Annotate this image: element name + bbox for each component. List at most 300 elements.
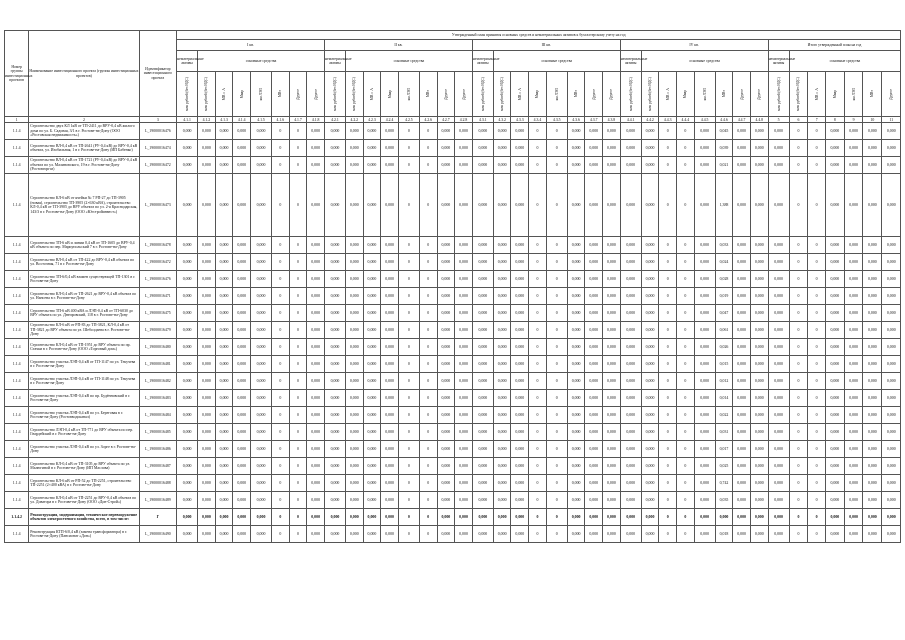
row-value: 0,000 — [694, 475, 715, 492]
row-value: 0 — [808, 174, 826, 237]
row-value: 0,000 — [455, 492, 473, 509]
row-value: 0 — [289, 390, 307, 407]
row-value: 0,000 — [177, 407, 198, 424]
row-value: 0,000 — [694, 407, 715, 424]
row-value: 0 — [272, 271, 290, 288]
row-value: 0 — [546, 475, 567, 492]
row-value: 0 — [289, 322, 307, 339]
row-value: 0,000 — [620, 123, 641, 140]
row-value: 0,000 — [198, 288, 216, 305]
row-value: 0,000 — [863, 322, 882, 339]
row-value: 0,000 — [493, 373, 511, 390]
row-value: 0,000 — [733, 140, 751, 157]
row-value: 0 — [789, 140, 808, 157]
row-value: 0,000 — [437, 271, 455, 288]
header-nonmaterial: нематериальные активы — [620, 51, 641, 72]
row-value: 0 — [419, 157, 437, 174]
row-value: 0,000 — [641, 254, 659, 271]
row-value: 0,000 — [215, 373, 233, 390]
row-value: 0,000 — [472, 305, 493, 322]
row-value: 0,000 — [750, 407, 768, 424]
row-value: 0,000 — [493, 339, 511, 356]
row-value: 0,000 — [511, 492, 529, 509]
row-value: 0,000 — [345, 356, 363, 373]
row-project-name: Строительство участка ЛЭП-0,4 кВ по ул. Береговая в г. Ростове-на-Дону (Ростовводоканал) — [29, 407, 139, 424]
row-value: 0,000 — [863, 339, 882, 356]
row-value: 0,000 — [567, 174, 585, 237]
row-value: 0 — [677, 356, 695, 373]
row-value: 0,000 — [620, 458, 641, 475]
row-value: 0,000 — [585, 356, 603, 373]
row-value: 0 — [272, 424, 290, 441]
row-value: 0,014 — [715, 390, 733, 407]
row-value: 0 — [398, 373, 419, 390]
row-value: 0,000 — [715, 509, 733, 526]
row-value: 0,000 — [863, 390, 882, 407]
row-value: 0 — [659, 237, 677, 254]
row-value: 0 — [529, 509, 547, 526]
row-value: 0 — [659, 322, 677, 339]
header-label: млн рублей (без НДС) — [352, 77, 357, 111]
row-value: 0 — [272, 509, 290, 526]
row-value: 0,000 — [177, 123, 198, 140]
row-value: 0,000 — [733, 271, 751, 288]
row-value: 0 — [659, 407, 677, 424]
column-number: 7 — [808, 117, 826, 123]
row-value: 0 — [398, 271, 419, 288]
row-value: 0,000 — [750, 492, 768, 509]
row-value: 0 — [546, 339, 567, 356]
row-value: 0 — [529, 390, 547, 407]
column-number: 4.4.8 — [750, 117, 768, 123]
row-value: 0,000 — [177, 254, 198, 271]
row-value: 0 — [419, 475, 437, 492]
row-value: 0,000 — [233, 509, 251, 526]
row-value: 0 — [789, 157, 808, 174]
row-value: 0 — [289, 441, 307, 458]
row-value: 0 — [808, 339, 826, 356]
row-value: 0,000 — [620, 174, 641, 237]
header-project-id: Идентификатор инвестиционного проекта — [139, 31, 177, 117]
row-value: 0,000 — [437, 288, 455, 305]
row-value: 0,000 — [437, 305, 455, 322]
row-value: 0,000 — [825, 288, 844, 305]
header-unit — [715, 72, 733, 117]
row-value: 0,000 — [324, 475, 345, 492]
row-value: 0,000 — [863, 237, 882, 254]
row-value: 0,000 — [750, 509, 768, 526]
row-value: 0 — [659, 339, 677, 356]
row-value: 0,000 — [472, 288, 493, 305]
row-value: 0,000 — [233, 157, 251, 174]
row-value: 0 — [398, 390, 419, 407]
row-value: 0,000 — [694, 356, 715, 373]
row-value: 0,000 — [603, 305, 621, 322]
row-value: 0 — [789, 492, 808, 509]
row-value: 0,000 — [603, 174, 621, 237]
row-value: 0,000 — [345, 407, 363, 424]
row-value: 0,000 — [455, 271, 473, 288]
row-value: 0 — [419, 237, 437, 254]
header-label: км ЛЭП — [702, 87, 707, 101]
row-value: 0,000 — [844, 271, 863, 288]
column-number: 10 — [863, 117, 882, 123]
row-value: 0,000 — [641, 407, 659, 424]
header-label: млн рублей (без НДС) — [500, 77, 505, 111]
row-value: 0 — [546, 492, 567, 509]
row-group-number: 1.1.4 — [5, 526, 29, 543]
row-value: 0 — [419, 424, 437, 441]
header-unit — [825, 72, 844, 117]
row-value: 0 — [808, 492, 826, 509]
row-value: 0,000 — [585, 271, 603, 288]
row-value: 0,000 — [233, 339, 251, 356]
row-value: 0,000 — [177, 157, 198, 174]
row-value: 0,000 — [603, 509, 621, 526]
row-value: 0,000 — [198, 458, 216, 475]
row-value: 0 — [419, 174, 437, 237]
row-value: 0 — [272, 157, 290, 174]
row-value: 0,000 — [177, 288, 198, 305]
row-value: 0,000 — [641, 140, 659, 157]
row-value: 0,000 — [825, 458, 844, 475]
column-number: 3 — [139, 117, 177, 123]
row-value: 0,000 — [198, 237, 216, 254]
row-value: 0,000 — [233, 174, 251, 237]
row-value: 0 — [529, 123, 547, 140]
row-value: 0 — [398, 458, 419, 475]
row-value: 0,000 — [585, 157, 603, 174]
row-value: 0,000 — [233, 237, 251, 254]
header-unit — [844, 72, 863, 117]
row-value: 0,000 — [585, 174, 603, 237]
row-value: 0,000 — [750, 322, 768, 339]
row-value: 0,000 — [381, 123, 399, 140]
row-value: 0 — [419, 407, 437, 424]
row-value: 0 — [808, 356, 826, 373]
row-value: 0 — [546, 288, 567, 305]
table-row — [5, 424, 901, 441]
row-value: 0,000 — [455, 441, 473, 458]
row-group-number: 1.1.4 — [5, 339, 29, 356]
row-value: 0,000 — [472, 492, 493, 509]
header-unit — [863, 72, 882, 117]
row-value: 0,000 — [324, 373, 345, 390]
row-value: 0 — [289, 356, 307, 373]
row-value: 0,000 — [251, 424, 272, 441]
row-value: 0 — [419, 373, 437, 390]
row-value: 0 — [398, 305, 419, 322]
header-unit — [733, 72, 751, 117]
row-value: 0,000 — [844, 356, 863, 373]
row-value: 0,000 — [493, 407, 511, 424]
row-value: 0 — [419, 305, 437, 322]
row-value: 0,000 — [750, 288, 768, 305]
row-value: 0,000 — [733, 322, 751, 339]
row-value: 0 — [677, 140, 695, 157]
row-value: 0 — [659, 492, 677, 509]
row-value: 0 — [677, 424, 695, 441]
row-value: 0,000 — [882, 390, 901, 407]
row-project-name: Строительство ТП-6 кВ 400 кВА и ЛЭП-0,4 кВ от ТП-6030 до ВРУ объекта по ул. Днепровский, 118 в г. Ростове-на-Дону — [29, 305, 139, 322]
row-value: 0,000 — [603, 475, 621, 492]
row-value: 0,000 — [768, 424, 789, 441]
row-value: 0,000 — [345, 123, 363, 140]
row-value: 0,000 — [381, 237, 399, 254]
row-value: 0,000 — [694, 123, 715, 140]
row-value: 0,000 — [603, 390, 621, 407]
row-value: 0 — [789, 475, 808, 492]
row-value: 0 — [398, 254, 419, 271]
header-label: Мвар — [535, 89, 540, 99]
row-value: 0,000 — [694, 254, 715, 271]
row-value: 0 — [398, 339, 419, 356]
row-value: 0,000 — [324, 271, 345, 288]
row-value: 0,000 — [768, 157, 789, 174]
row-value: 0,000 — [825, 174, 844, 237]
row-value: 0,000 — [882, 237, 901, 254]
row-value: 0,000 — [750, 271, 768, 288]
row-value: 0,000 — [567, 123, 585, 140]
row-value: 0 — [677, 237, 695, 254]
row-value: 0,000 — [825, 441, 844, 458]
row-value: 0,000 — [694, 390, 715, 407]
row-value: 0,000 — [437, 237, 455, 254]
row-value: 0 — [808, 373, 826, 390]
row-value: 0,000 — [345, 254, 363, 271]
row-value: 0,000 — [641, 271, 659, 288]
row-value: 0,000 — [694, 441, 715, 458]
row-value: 0,000 — [567, 339, 585, 356]
row-value: 0,000 — [437, 526, 455, 543]
row-value: 0,000 — [233, 390, 251, 407]
row-value: 0,000 — [233, 458, 251, 475]
row-value: 0 — [659, 305, 677, 322]
row-value: 0 — [808, 407, 826, 424]
row-value: 0,000 — [437, 322, 455, 339]
row-value: 0,000 — [363, 458, 381, 475]
row-value: 0,000 — [603, 373, 621, 390]
row-value: 0 — [529, 322, 547, 339]
row-value: 0 — [289, 407, 307, 424]
header-label: млн рублей (без НДС) — [776, 77, 781, 111]
row-value: 0,000 — [324, 509, 345, 526]
row-value: 0,000 — [251, 509, 272, 526]
row-value: 0 — [659, 356, 677, 373]
row-value: 0,000 — [363, 237, 381, 254]
table-row — [5, 390, 901, 407]
row-value: 0,000 — [825, 339, 844, 356]
row-value: 0,000 — [768, 441, 789, 458]
row-value: 0,000 — [567, 237, 585, 254]
row-value: 0,000 — [768, 237, 789, 254]
row-value: 0,000 — [585, 441, 603, 458]
header-unit — [546, 72, 567, 117]
row-value: 0,000 — [585, 254, 603, 271]
row-project-id: L_19000016482 — [139, 373, 177, 390]
row-value: 0,000 — [324, 492, 345, 509]
row-value: 0,000 — [733, 237, 751, 254]
row-group-number: 1.1.4 — [5, 356, 29, 373]
row-value: 0,000 — [345, 458, 363, 475]
row-value: 1,388 — [715, 174, 733, 237]
row-value: 0,000 — [251, 140, 272, 157]
row-value: 0,000 — [493, 157, 511, 174]
row-value: 0 — [289, 458, 307, 475]
row-value: 0 — [546, 271, 567, 288]
row-value: 0,000 — [825, 424, 844, 441]
header-unit — [768, 72, 789, 117]
row-project-id: L_19000016487 — [139, 458, 177, 475]
table-row — [5, 254, 901, 271]
row-value: 0,000 — [472, 424, 493, 441]
column-number: 4.3.2 — [493, 117, 511, 123]
row-value: 0,000 — [585, 339, 603, 356]
table-row — [5, 526, 901, 543]
header-unit — [493, 72, 511, 117]
row-project-name: Строительство ВЛ-0,4 кВ от ТП-1721 (РУ-0,4 кВ) до ВРУ-0,4 кВ объекта по ул. Малиновского, 19 в г. Ростове-на-Дону (Ростовгоргаз) — [29, 157, 139, 174]
row-value: 0 — [677, 475, 695, 492]
row-value: 0 — [398, 322, 419, 339]
row-value: 0,000 — [844, 288, 863, 305]
column-number: 4.1.6 — [272, 117, 290, 123]
row-value: 0,000 — [567, 424, 585, 441]
table-body — [5, 117, 901, 543]
row-value: 0 — [398, 123, 419, 140]
row-value: 0,000 — [198, 322, 216, 339]
row-value: 0,000 — [455, 157, 473, 174]
row-value: 0,000 — [363, 492, 381, 509]
row-value: 0,000 — [585, 288, 603, 305]
row-value: 0,000 — [251, 526, 272, 543]
column-number: 4.4.2 — [641, 117, 659, 123]
row-value: 0,000 — [198, 407, 216, 424]
row-project-id: L_19000016480 — [139, 339, 177, 356]
row-value: 0,000 — [567, 526, 585, 543]
row-value: 0,000 — [455, 526, 473, 543]
row-value: 0,000 — [882, 271, 901, 288]
row-value: 0,000 — [363, 157, 381, 174]
row-value: 0,000 — [493, 509, 511, 526]
row-value: 0,000 — [733, 356, 751, 373]
header-label: Мвар — [832, 89, 837, 99]
row-value: 0,000 — [177, 475, 198, 492]
row-value: 0,000 — [750, 237, 768, 254]
column-number: 4.4.6 — [715, 117, 733, 123]
row-value: 0 — [808, 157, 826, 174]
row-value: 0 — [272, 254, 290, 271]
row-value: 0,000 — [455, 407, 473, 424]
row-value: 0,000 — [493, 356, 511, 373]
row-value: 0,000 — [768, 305, 789, 322]
row-value: 0 — [272, 237, 290, 254]
row-project-id: L_19000016481 — [139, 356, 177, 373]
row-value: 0,000 — [437, 424, 455, 441]
row-value: 0,000 — [437, 157, 455, 174]
row-group-number: 1.1.4 — [5, 271, 29, 288]
row-value: 0 — [289, 526, 307, 543]
row-group-number: 1.1.4 — [5, 441, 29, 458]
row-value: 0,000 — [472, 140, 493, 157]
row-value: 0,000 — [585, 373, 603, 390]
row-value: 0,000 — [733, 288, 751, 305]
row-value: 0,018 — [715, 526, 733, 543]
row-value: 0,000 — [177, 509, 198, 526]
header-label: МВт — [721, 90, 726, 98]
row-value: 0,000 — [620, 492, 641, 509]
header-label: МВ×А — [665, 87, 670, 101]
table-row — [5, 373, 901, 390]
header-unit — [307, 72, 325, 117]
row-value: 0,000 — [511, 526, 529, 543]
row-group-number: 1.1.4.2 — [5, 509, 29, 526]
row-value: 0,000 — [345, 174, 363, 237]
row-value: 0 — [546, 356, 567, 373]
row-value: 0,000 — [251, 475, 272, 492]
row-value: 0,000 — [198, 123, 216, 140]
row-value: 0,000 — [324, 441, 345, 458]
row-value: 0 — [546, 373, 567, 390]
row-value: 0,000 — [345, 509, 363, 526]
row-value: 0,000 — [215, 123, 233, 140]
row-value: 0,000 — [363, 390, 381, 407]
row-value: 0,000 — [381, 322, 399, 339]
row-value: 0 — [529, 305, 547, 322]
row-value: 0,000 — [511, 140, 529, 157]
row-value: 0,000 — [215, 424, 233, 441]
row-value: 0,000 — [307, 123, 325, 140]
row-value: 0 — [808, 509, 826, 526]
row-value: 0,000 — [307, 475, 325, 492]
row-value: 0 — [659, 140, 677, 157]
row-value: 0 — [659, 157, 677, 174]
header-unit — [567, 72, 585, 117]
row-group-number: 1.1.4 — [5, 424, 29, 441]
column-number: 4.1.4 — [233, 117, 251, 123]
row-value: 0 — [546, 174, 567, 237]
row-value: 0 — [398, 237, 419, 254]
column-number: 4.4.4 — [677, 117, 695, 123]
row-value: 0 — [789, 509, 808, 526]
row-value: 0,000 — [511, 237, 529, 254]
row-value: 0,000 — [603, 271, 621, 288]
row-value: 0,000 — [750, 526, 768, 543]
table-row — [5, 123, 901, 140]
row-value: 0,000 — [844, 526, 863, 543]
row-value: 0 — [529, 356, 547, 373]
row-value: 0,000 — [198, 140, 216, 157]
row-project-id: L_19000016476 — [139, 123, 177, 140]
row-value: 0,000 — [251, 339, 272, 356]
row-value: 0 — [808, 288, 826, 305]
row-value: 0,000 — [345, 526, 363, 543]
row-value: 0 — [398, 174, 419, 237]
row-value: 0,000 — [750, 424, 768, 441]
row-value: 0,000 — [863, 123, 882, 140]
row-value: 0 — [808, 322, 826, 339]
row-value: 0,000 — [882, 458, 901, 475]
row-value: 0,000 — [177, 305, 198, 322]
row-value: 0,000 — [493, 458, 511, 475]
row-value: 0 — [529, 407, 547, 424]
column-number: 4.2.5 — [398, 117, 419, 123]
row-value: 0,000 — [567, 509, 585, 526]
row-value: 0,000 — [882, 356, 901, 373]
row-value: 0,000 — [768, 140, 789, 157]
column-number: 4.4.5 — [694, 117, 715, 123]
row-value: 0 — [529, 254, 547, 271]
row-value: 0 — [677, 123, 695, 140]
